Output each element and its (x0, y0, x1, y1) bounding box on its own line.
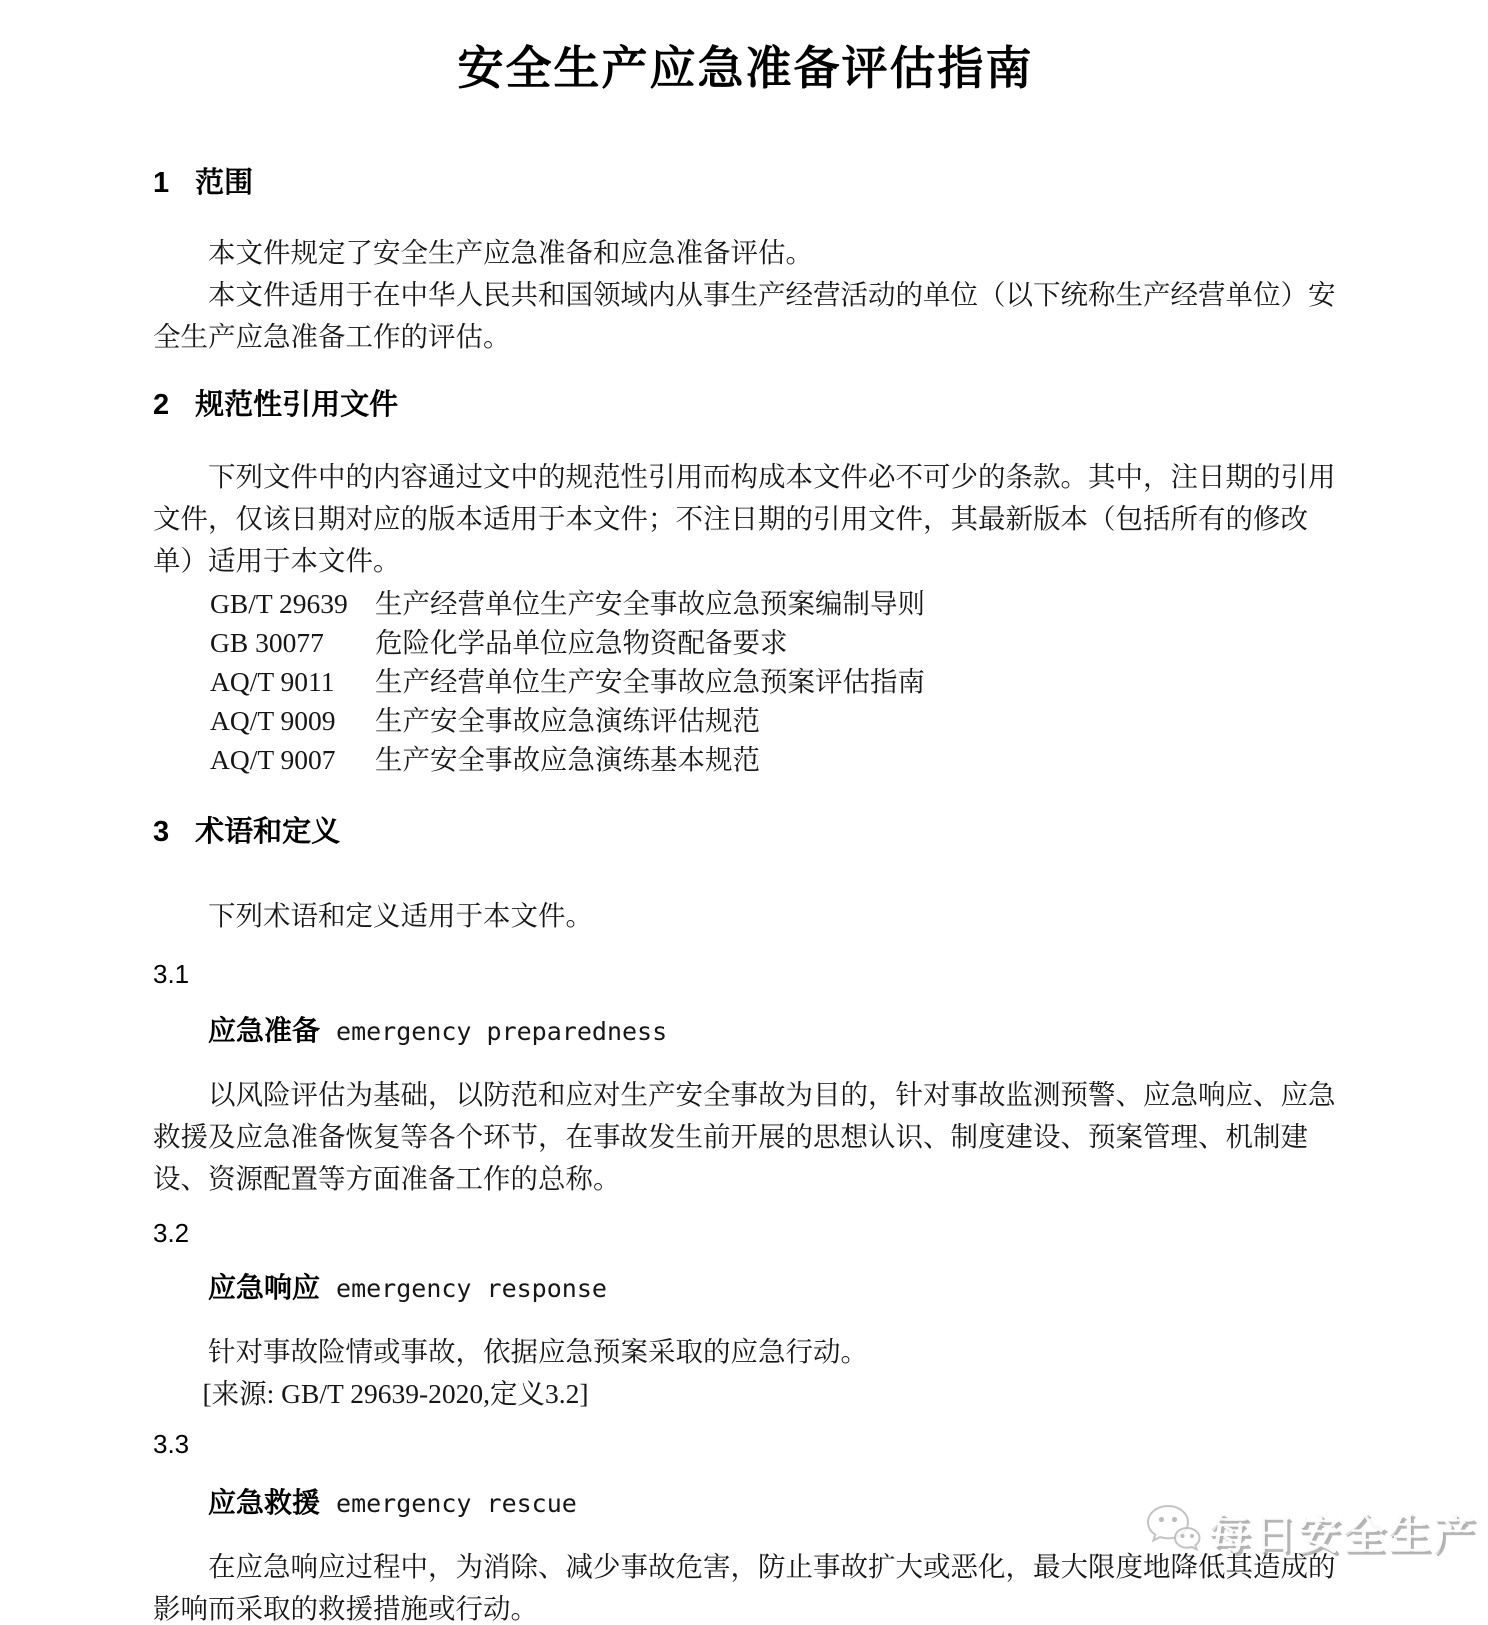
section-2-number: 2 (153, 389, 170, 421)
term-3-3 (208, 1485, 1338, 1522)
term-en-label: emergency rescue (336, 1489, 577, 1518)
paragraph-scope-1: 本文件规定了安全生产应急准备和应急准备评估。 (208, 237, 813, 268)
page-title: 安全生产应急准备评估指南 (457, 42, 1034, 94)
section-1-number: 1 (153, 167, 170, 199)
reference-name: 生产安全事故应急演练评估规范 (375, 705, 760, 736)
section-1-body (153, 232, 1338, 358)
section-3-title: 术语和定义 (195, 816, 341, 848)
section-1-title: 范围 (195, 167, 254, 199)
term-3-1 (208, 1013, 1338, 1050)
clause-number-3-3: 3.3 (153, 1429, 190, 1459)
reference-item (210, 623, 1338, 662)
paragraph-terms-intro: 下列术语和定义适用于本文件。 (208, 900, 593, 931)
term-zh-label: 应急救援 (208, 1487, 321, 1518)
term-zh-label: 应急准备 (208, 1015, 321, 1046)
reference-name: 生产安全事故应急演练基本规范 (375, 744, 760, 775)
section-2-heading (153, 388, 1338, 422)
paragraph-scope-2: 本文件适用于在中华人民共和国领域内从事生产经营活动的单位（以下统称生产经营单位）安全生产应急准备工作的评估。 (153, 279, 1336, 352)
reference-item (210, 662, 1338, 701)
section-3-heading (153, 815, 1338, 849)
term-3-3-definition: 在应急响应过程中，为消除、减少事故危害，防止事故扩大或恶化，最大限度地降低其造成的影响而采取的救援措施或行动。 (153, 1551, 1336, 1624)
reference-list (153, 584, 1338, 779)
reference-item (210, 701, 1338, 740)
term-3-2-definition: 针对事故险情或事故，依据应急预案采取的应急行动。 (208, 1336, 868, 1367)
reference-name: 生产经营单位生产安全事故应急预案编制导则 (375, 588, 925, 619)
clause-number-3-2: 3.2 (153, 1218, 190, 1248)
reference-code: AQ/T 9009 (210, 705, 336, 736)
reference-code: GB 30077 (210, 627, 324, 658)
section-1-heading (153, 166, 1338, 200)
reference-name: 生产经营单位生产安全事故应急预案评估指南 (375, 666, 925, 697)
term-en-label: emergency response (336, 1274, 607, 1303)
reference-code: GB/T 29639 (210, 588, 348, 619)
term-zh-label: 应急响应 (208, 1272, 321, 1303)
term-en-label: emergency preparedness (336, 1017, 668, 1046)
watermark-label: 每日安全生产 (1208, 1510, 1479, 1558)
reference-code: AQ/T 9007 (210, 744, 336, 775)
term-3-2-source: [来源: GB/T 29639-2020,定义3.2] (202, 1378, 589, 1409)
clause-number-3-1: 3.1 (153, 959, 190, 989)
term-3-1-definition: 以风险评估为基础，以防范和应对生产安全事故为目的，针对事故监测预警、应急响应、应急救援及应急准备恢复等各个环节，在事故发生前开展的思想认识、制度建设、预案管理、机制建设、资源配置等方面准备工作的总称。 (153, 1079, 1336, 1194)
paragraph-references-intro: 下列文件中的内容通过文中的规范性引用而构成本文件必不可少的条款。其中，注日期的引用文件，仅该日期对应的版本适用于本文件；不注日期的引用文件，其最新版本（包括所有的修改单）适用于本文件。 (153, 461, 1336, 576)
reference-code: AQ/T 9011 (210, 666, 335, 697)
section-2-title: 规范性引用文件 (195, 389, 399, 421)
reference-item (210, 584, 1338, 623)
reference-name: 危险化学品单位应急物资配备要求 (375, 627, 788, 658)
section-3-number: 3 (153, 816, 170, 848)
term-3-2 (208, 1270, 1338, 1307)
reference-item (210, 740, 1338, 779)
